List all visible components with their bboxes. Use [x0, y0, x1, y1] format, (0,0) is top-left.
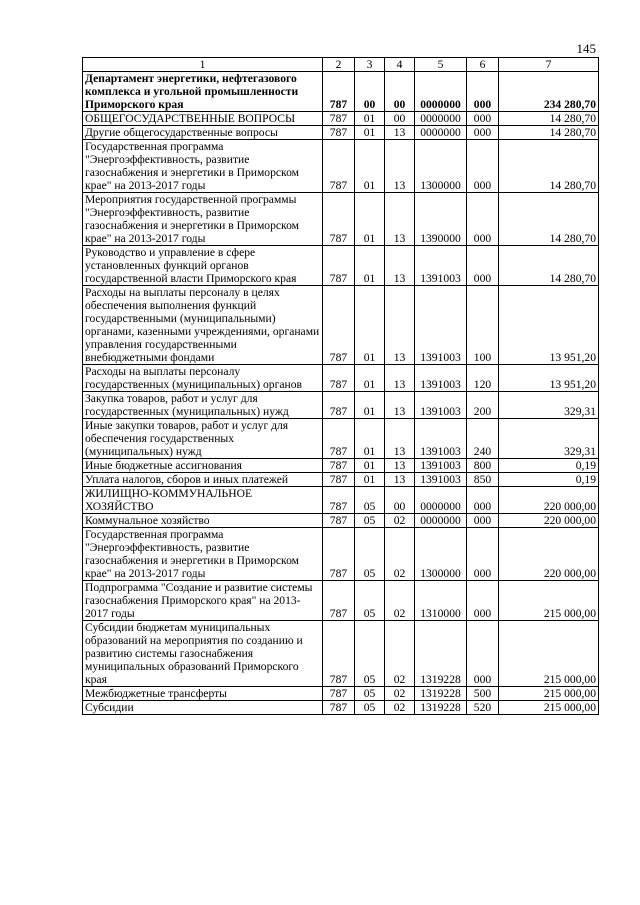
- cell-col-2: 787: [323, 621, 355, 687]
- cell-col-5: 1300000: [415, 140, 467, 193]
- cell-col-6: 000: [467, 126, 499, 140]
- cell-col-4: 13: [385, 126, 415, 140]
- cell-col-5: 1319228: [415, 621, 467, 687]
- table-row: [83, 487, 599, 514]
- cell-col-2: 787: [323, 459, 355, 473]
- cell-name: Межбюджетные трансферты: [83, 687, 323, 701]
- table-row: [83, 112, 599, 126]
- cell-col-2: 787: [323, 514, 355, 528]
- table-row: [83, 140, 599, 193]
- cell-amount: 14 280,70: [499, 246, 599, 286]
- cell-amount: 215 000,00: [499, 621, 599, 687]
- cell-col-5: 1390000: [415, 193, 467, 246]
- cell-name: Государственная программа "Энергоэффективность, развитие газоснабжения и энергетики в Приморском крае" на 2013-2017 годы: [83, 528, 323, 581]
- cell-col-6: 850: [467, 473, 499, 487]
- cell-col-5: 1300000: [415, 528, 467, 581]
- cell-col-4: 13: [385, 392, 415, 419]
- cell-name: Расходы на выплаты персоналу в целях обеспечения выполнения функций государственными (муниципальными) органами, казенными учреждениями, органами управления государственными внебюджетными фондами: [83, 286, 323, 365]
- cell-amount: 220 000,00: [499, 514, 599, 528]
- cell-name: Руководство и управление в сфере установленных функций органов государственной власти Приморского края: [83, 246, 323, 286]
- cell-name: Закупка товаров, работ и услуг для государственных (муниципальных) нужд: [83, 392, 323, 419]
- cell-col-3: 05: [355, 621, 385, 687]
- cell-col-4: 13: [385, 246, 415, 286]
- cell-name: Коммунальное хозяйство: [83, 514, 323, 528]
- cell-name: Подпрограмма "Создание и развитие системы газоснабжения Приморского края" на 2013-2017 годы: [83, 581, 323, 621]
- cell-col-6: 000: [467, 528, 499, 581]
- column-header-1: 1: [83, 58, 323, 72]
- table-row: [83, 701, 599, 715]
- cell-col-3: 01: [355, 473, 385, 487]
- cell-col-6: 120: [467, 365, 499, 392]
- cell-col-3: 01: [355, 459, 385, 473]
- cell-col-3: 05: [355, 487, 385, 514]
- table-body: [83, 58, 599, 715]
- cell-col-6: 000: [467, 621, 499, 687]
- table-row: [83, 246, 599, 286]
- cell-col-5: 1391003: [415, 419, 467, 459]
- cell-amount: 14 280,70: [499, 140, 599, 193]
- cell-col-2: 787: [323, 528, 355, 581]
- cell-col-4: 13: [385, 459, 415, 473]
- cell-col-4: 00: [385, 112, 415, 126]
- table-row: [83, 193, 599, 246]
- cell-col-6: 000: [467, 581, 499, 621]
- table-row: [83, 528, 599, 581]
- cell-col-5: 0000000: [415, 126, 467, 140]
- table-row: [83, 365, 599, 392]
- cell-col-4: 13: [385, 286, 415, 365]
- cell-col-4: 02: [385, 701, 415, 715]
- cell-name: Иные бюджетные ассигнования: [83, 459, 323, 473]
- cell-col-5: 1391003: [415, 459, 467, 473]
- table-row: [83, 621, 599, 687]
- cell-name: ОБЩЕГОСУДАРСТВЕННЫЕ ВОПРОСЫ: [83, 112, 323, 126]
- cell-col-5: 0000000: [415, 514, 467, 528]
- cell-amount: 329,31: [499, 392, 599, 419]
- cell-amount: 220 000,00: [499, 487, 599, 514]
- cell-col-6: 500: [467, 687, 499, 701]
- table-row: [83, 687, 599, 701]
- cell-amount: 0,19: [499, 459, 599, 473]
- cell-col-2: 787: [323, 365, 355, 392]
- cell-col-4: 02: [385, 621, 415, 687]
- table-row: [83, 392, 599, 419]
- cell-name: ЖИЛИЩНО-КОММУНАЛЬНОЕ ХОЗЯЙСТВО: [83, 487, 323, 514]
- cell-col-4: 02: [385, 528, 415, 581]
- column-header-3: 3: [355, 58, 385, 72]
- cell-amount: 13 951,20: [499, 365, 599, 392]
- cell-col-6: 100: [467, 286, 499, 365]
- cell-name: Субсидии бюджетам муниципальных образований на мероприятия по созданию и развитию системы газоснабжения муниципальных образований Приморского края: [83, 621, 323, 687]
- cell-col-2: 787: [323, 72, 355, 112]
- cell-col-5: 0000000: [415, 487, 467, 514]
- cell-col-5: 1319228: [415, 701, 467, 715]
- cell-col-4: 13: [385, 193, 415, 246]
- cell-col-3: 01: [355, 419, 385, 459]
- cell-amount: 14 280,70: [499, 193, 599, 246]
- cell-col-6: 000: [467, 193, 499, 246]
- cell-amount: 329,31: [499, 419, 599, 459]
- cell-col-5: 0000000: [415, 72, 467, 112]
- cell-col-4: 02: [385, 514, 415, 528]
- column-header-2: 2: [323, 58, 355, 72]
- cell-col-4: 00: [385, 72, 415, 112]
- table-row: [83, 514, 599, 528]
- cell-col-2: 787: [323, 581, 355, 621]
- cell-amount: 14 280,70: [499, 126, 599, 140]
- table-row: [83, 72, 599, 112]
- cell-col-2: 787: [323, 487, 355, 514]
- cell-col-6: 000: [467, 246, 499, 286]
- cell-name: Расходы на выплаты персоналу государственных (муниципальных) органов: [83, 365, 323, 392]
- cell-name: Департамент энергетики, нефтегазового комплекса и угольной промышленности Приморского края: [83, 72, 323, 112]
- cell-col-6: 000: [467, 140, 499, 193]
- cell-col-3: 01: [355, 193, 385, 246]
- cell-col-3: 05: [355, 514, 385, 528]
- cell-col-3: 01: [355, 126, 385, 140]
- cell-col-6: 800: [467, 459, 499, 473]
- cell-name: Другие общегосударственные вопросы: [83, 126, 323, 140]
- table-row: [83, 126, 599, 140]
- cell-col-5: 1391003: [415, 473, 467, 487]
- table-row: [83, 581, 599, 621]
- cell-name: Иные закупки товаров, работ и услуг для обеспечения государственных (муниципальных) нужд: [83, 419, 323, 459]
- cell-col-4: 13: [385, 419, 415, 459]
- cell-name: Государственная программа "Энергоэффективность, развитие газоснабжения и энергетики в Приморском крае" на 2013-2017 годы: [83, 140, 323, 193]
- cell-amount: 215 000,00: [499, 581, 599, 621]
- cell-name: Мероприятия государственной программы "Энергоэффективность, развитие газоснабжения и энергетики в Приморском крае" на 2013-2017 годы: [83, 193, 323, 246]
- table-header-row: [83, 58, 599, 72]
- cell-col-3: 00: [355, 72, 385, 112]
- cell-col-4: 13: [385, 365, 415, 392]
- cell-col-2: 787: [323, 246, 355, 286]
- cell-col-4: 13: [385, 473, 415, 487]
- column-header-7: 7: [499, 58, 599, 72]
- cell-col-6: 000: [467, 487, 499, 514]
- table-row: [83, 286, 599, 365]
- column-header-4: 4: [385, 58, 415, 72]
- cell-col-4: 02: [385, 581, 415, 621]
- cell-col-2: 787: [323, 473, 355, 487]
- cell-name: Уплата налогов, сборов и иных платежей: [83, 473, 323, 487]
- cell-amount: 13 951,20: [499, 286, 599, 365]
- cell-col-5: 1310000: [415, 581, 467, 621]
- cell-amount: 0,19: [499, 473, 599, 487]
- cell-col-3: 05: [355, 581, 385, 621]
- column-header-6: 6: [467, 58, 499, 72]
- cell-col-2: 787: [323, 392, 355, 419]
- cell-col-2: 787: [323, 419, 355, 459]
- cell-col-3: 01: [355, 112, 385, 126]
- cell-col-6: 000: [467, 72, 499, 112]
- cell-col-3: 01: [355, 365, 385, 392]
- cell-amount: 234 280,70: [499, 72, 599, 112]
- cell-col-4: 00: [385, 487, 415, 514]
- cell-col-4: 02: [385, 687, 415, 701]
- table-row: [83, 419, 599, 459]
- cell-col-6: 200: [467, 392, 499, 419]
- cell-col-3: 05: [355, 701, 385, 715]
- cell-col-5: 0000000: [415, 112, 467, 126]
- column-header-5: 5: [415, 58, 467, 72]
- cell-col-3: 01: [355, 392, 385, 419]
- cell-col-5: 1391003: [415, 286, 467, 365]
- cell-col-3: 01: [355, 140, 385, 193]
- cell-amount: 14 280,70: [499, 112, 599, 126]
- budget-table: [82, 57, 599, 715]
- table-row: [83, 473, 599, 487]
- cell-col-6: 000: [467, 112, 499, 126]
- cell-col-2: 787: [323, 687, 355, 701]
- cell-col-2: 787: [323, 701, 355, 715]
- cell-col-2: 787: [323, 193, 355, 246]
- cell-col-4: 13: [385, 140, 415, 193]
- cell-col-5: 1319228: [415, 687, 467, 701]
- cell-col-3: 01: [355, 246, 385, 286]
- cell-col-2: 787: [323, 126, 355, 140]
- cell-name: Субсидии: [83, 701, 323, 715]
- cell-col-3: 05: [355, 687, 385, 701]
- cell-col-6: 240: [467, 419, 499, 459]
- cell-col-5: 1391003: [415, 365, 467, 392]
- cell-col-6: 000: [467, 514, 499, 528]
- cell-col-3: 05: [355, 528, 385, 581]
- cell-col-2: 787: [323, 140, 355, 193]
- cell-amount: 215 000,00: [499, 701, 599, 715]
- cell-amount: 220 000,00: [499, 528, 599, 581]
- cell-col-5: 1391003: [415, 246, 467, 286]
- cell-col-6: 520: [467, 701, 499, 715]
- cell-col-5: 1391003: [415, 392, 467, 419]
- cell-col-2: 787: [323, 286, 355, 365]
- cell-col-2: 787: [323, 112, 355, 126]
- page-number: 145: [576, 41, 596, 56]
- table-row: [83, 459, 599, 473]
- cell-amount: 215 000,00: [499, 687, 599, 701]
- cell-col-3: 01: [355, 286, 385, 365]
